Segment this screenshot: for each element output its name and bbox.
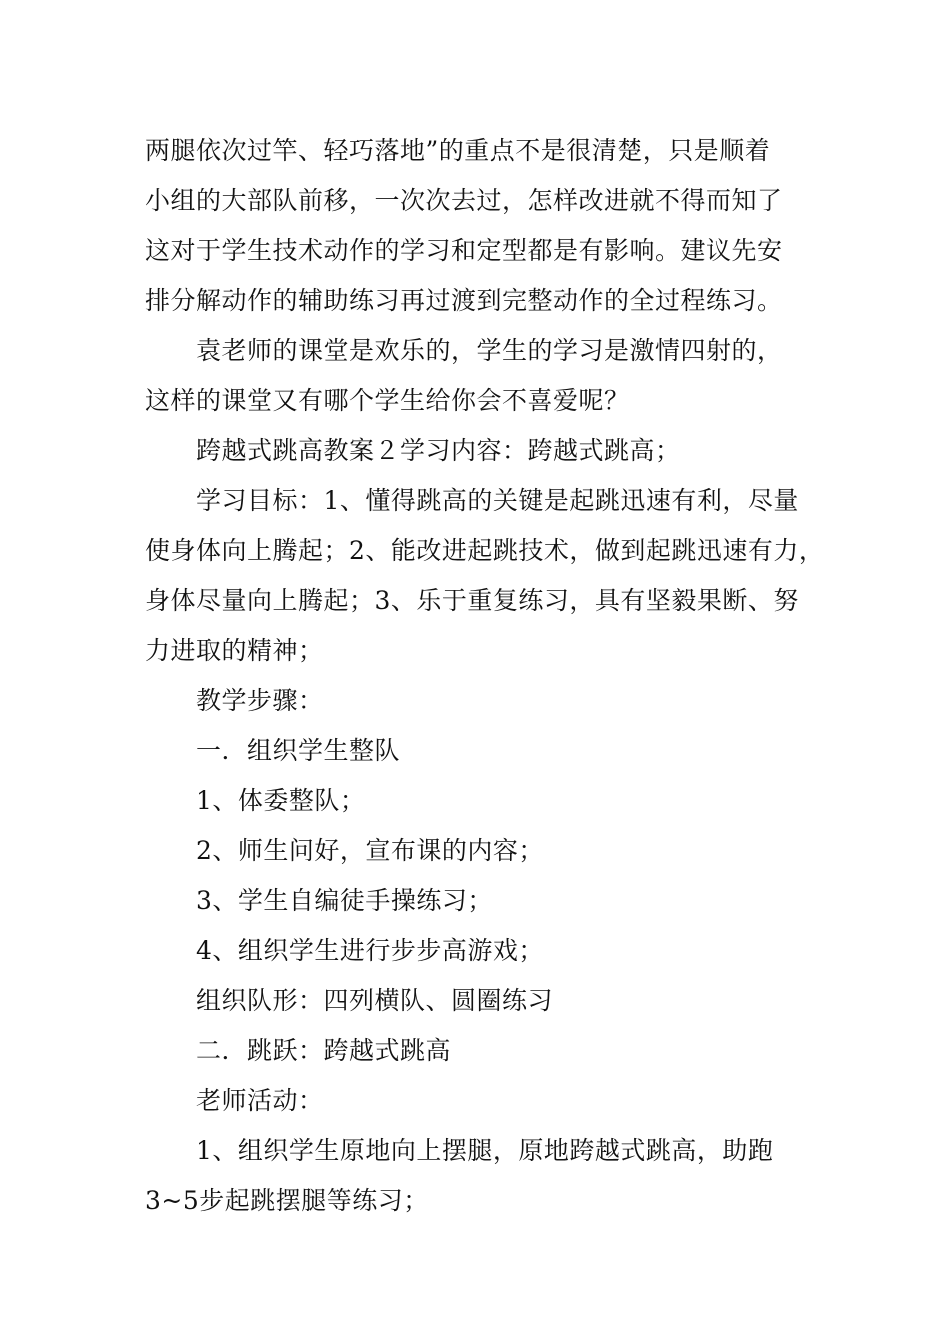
- paragraph-line: 袁老师的课堂是欢乐的，学生的学习是激情四射的，: [196, 336, 783, 365]
- paragraph-line: 排分解动作的辅助练习再过渡到完整动作的全过程练习。: [145, 286, 783, 315]
- paragraph-line: 1、体委整队；: [196, 786, 366, 815]
- paragraph-line: 这样的课堂又有哪个学生给你会不喜爱呢？: [145, 386, 630, 415]
- paragraph-line: 一．组织学生整队: [196, 736, 401, 765]
- paragraph-line: 力进取的精神；: [145, 636, 324, 665]
- paragraph-line: 教学步骤：: [196, 686, 324, 715]
- paragraph-line: 2、师生问好，宣布课的内容；: [196, 836, 544, 865]
- paragraph-line: 跨越式跳高教案２学习内容：跨越式跳高；: [196, 436, 681, 465]
- paragraph-line: 1、组织学生原地向上摆腿，原地跨越式跳高，助跑: [196, 1136, 774, 1165]
- paragraph-line: 3~5步起跳摆腿等练习；: [145, 1186, 429, 1215]
- paragraph-line: 身体尽量向上腾起；3、乐于重复练习，具有坚毅果断、努: [145, 586, 799, 615]
- paragraph-line: 小组的大部队前移，一次次去过，怎样改进就不得而知了: [145, 186, 783, 215]
- paragraph-line: 老师活动：: [196, 1086, 324, 1115]
- paragraph-line: 使身体向上腾起；2、能改进起跳技术，做到起跳迅速有力，: [145, 536, 825, 565]
- paragraph-line: 两腿依次过竿、轻巧落地”的重点不是很清楚，只是顺着: [145, 136, 771, 165]
- paragraph-line: 二．跳跃：跨越式跳高: [196, 1036, 452, 1065]
- paragraph-line: 组织队形：四列横队、圆圈练习: [196, 986, 554, 1015]
- paragraph-line: 学习目标：1、懂得跳高的关键是起跳迅速有利，尽量: [196, 486, 799, 515]
- paragraph-line: 3、学生自编徒手操练习；: [196, 886, 493, 915]
- paragraph-line: 这对于学生技术动作的学习和定型都是有影响。建议先安: [145, 236, 783, 265]
- paragraph-line: 4、组织学生进行步步高游戏；: [196, 936, 544, 965]
